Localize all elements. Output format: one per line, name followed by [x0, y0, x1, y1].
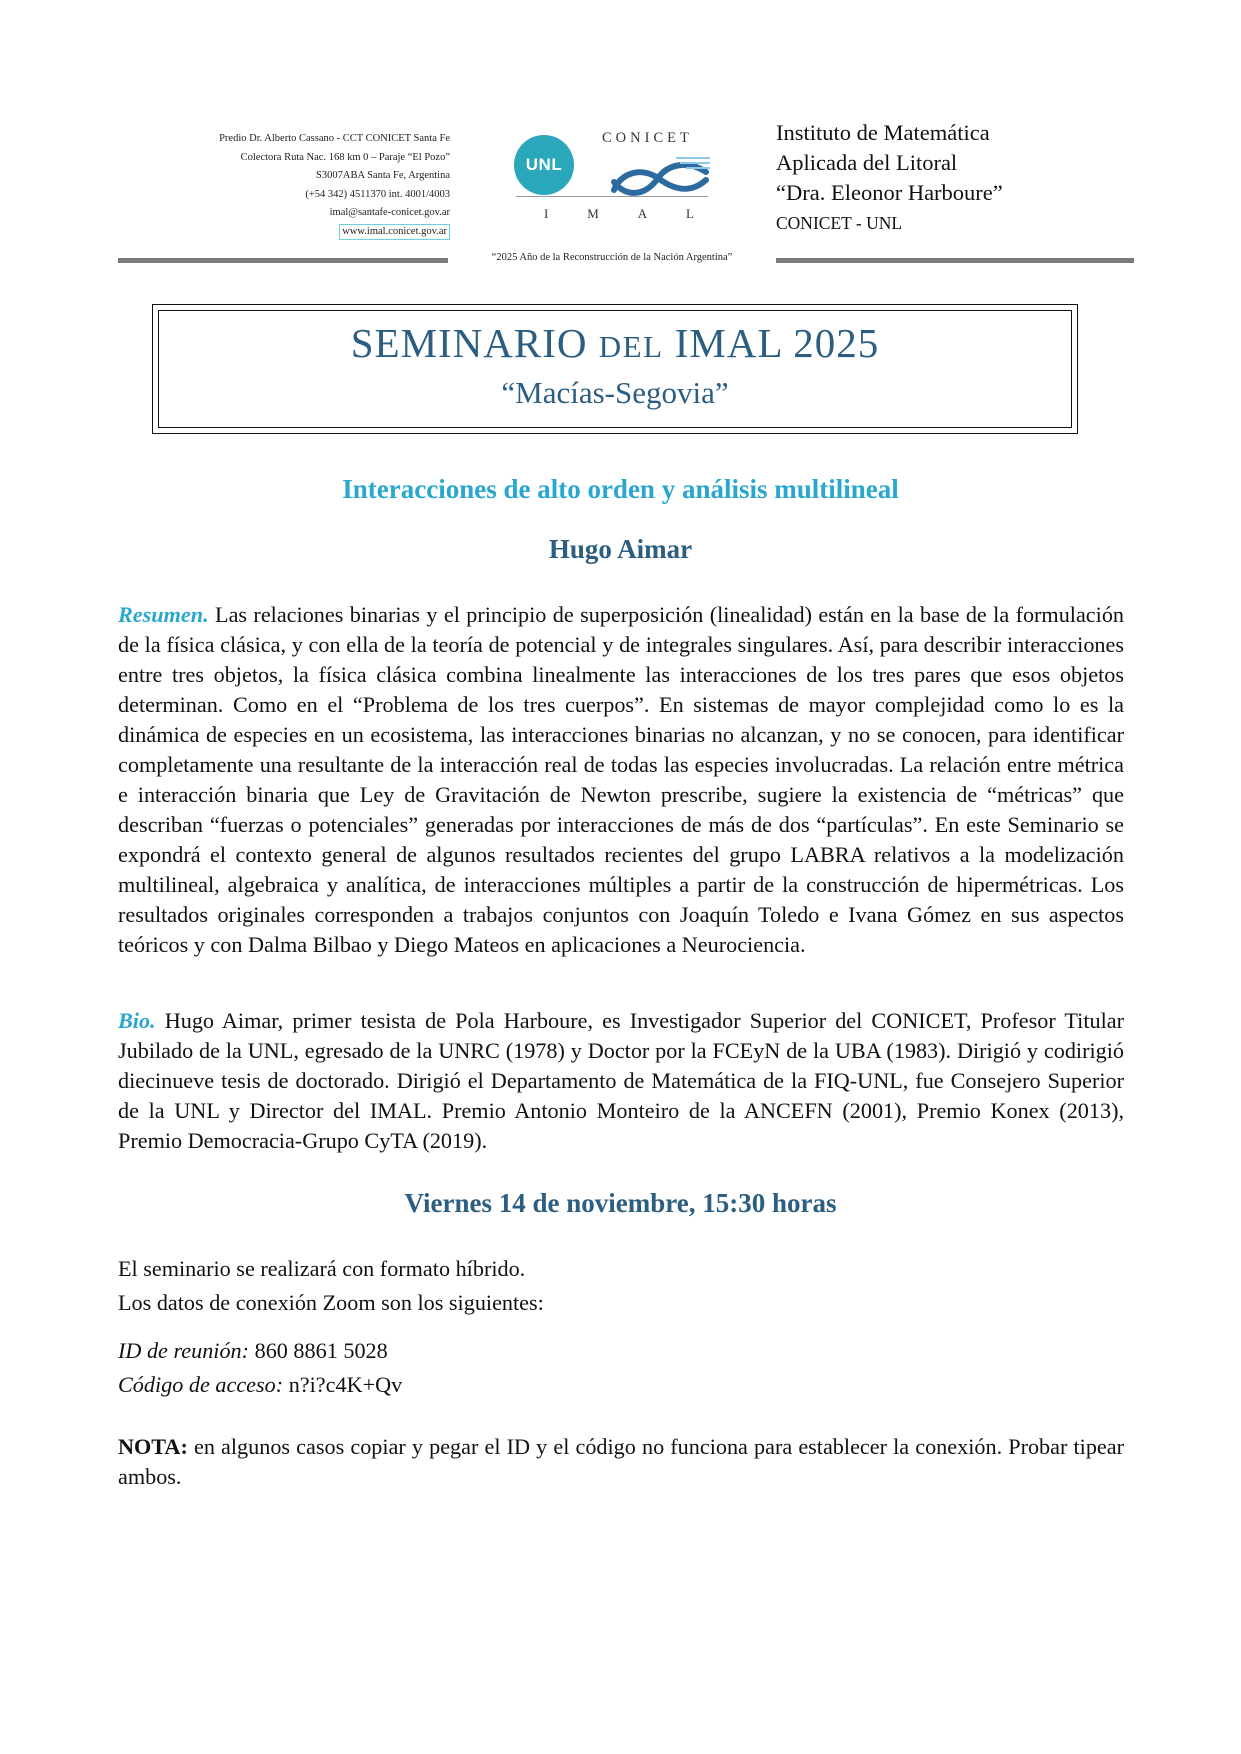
header-rule-right: [776, 258, 1134, 263]
abstract-text: Las relaciones binarias y el principio de superposición (linealidad) están en la base de la formulación de la física clásica, y con ella de la teoría de potencial y de integrales singulares. Así, para describir interacciones entre tres objetos, la física clásica combina linealmente las interacciones de los tres pares que esos objetos determinan. Como en el “Problema de los tres cuerpos”. En sistemas de mayor complejidad como lo es la dinámica de especies en un ecosistema, las interacciones binarias no alcanzan, y no se conocen, para identificar completamente una resultante de la interacción real de todas las especies involucradas. La relación entre métrica e interacción binaria que Ley de Gravitación de Newton prescribe, sugiere la existencia de “métricas” que describan “fuerzas o potenciales” generadas por interacciones de más de dos “partículas”. En este Seminario se expondrá el contexto general de algunos resultados recientes del grupo LABRA relativos a la modelización multilineal, algebraica y analítica, de interacciones múltiples a partir de la construcción de hipermétricas. Los resultados originales corresponden a trabajos conjuntos con Joaquín Toledo e Ivana Gómez en sus aspectos teóricos y con Dalma Bilbao y Diego Mateos en aplicaciones a Neurociencia.: [118, 602, 1125, 957]
logo-group: [508, 116, 708, 236]
institute-name-block: [776, 118, 1003, 238]
seminar-title: [153, 319, 1077, 367]
phone-line: (+54 342) 4511370 int. 4001/4003: [305, 188, 450, 200]
institute-line: Aplicada del Litoral: [776, 150, 958, 175]
address-block: [150, 130, 450, 242]
bio-paragraph: [118, 1006, 1124, 1156]
institute-line: “Dra. Eleonor Harboure”: [776, 180, 1003, 205]
passcode-value: n?i?c4K+Qv: [288, 1372, 403, 1397]
imal-divider: [516, 196, 708, 197]
address-line: Predio Dr. Alberto Cassano - CCT CONICET Santa Fe: [219, 133, 450, 144]
imal-letter: M: [587, 206, 599, 221]
institute-affiliation: CONICET - UNL: [776, 213, 903, 233]
abstract-paragraph: [118, 600, 1124, 960]
seminar-title-word: SEMINARIO: [350, 320, 588, 366]
meeting-id-line: [118, 1336, 388, 1366]
bio-text: Hugo Aimar, primer tesista de Pola Harboure, es Investigador Superior del CONICET, Profesor Titular Jubilado de la UNL, egresado de la UNRC (1978) y Doctor por la FCEyN de la UBA (1983). Dirigió y codirigió diecinueve tesis de doctorado. Dirigió el Departamento de Matemática de la FIQ-UNL, fue Consejero Superior de la UNL y Director del IMAL. Premio Antonio Monteiro de la ANCEFN (2001), Premio Konex (2013), Premio Democracia-Grupo CyTA (2019).: [118, 1008, 1125, 1153]
note-paragraph: [118, 1432, 1124, 1492]
talk-title: Interacciones de alto orden y análisis multilineal: [342, 474, 899, 504]
address-line: S3007ABA Santa Fe, Argentina: [316, 170, 450, 182]
note-label: NOTA:: [118, 1434, 188, 1459]
passcode-line: [118, 1370, 402, 1400]
seminar-title-word: IMAL 2025: [674, 320, 880, 366]
address-line: Colectora Ruta Nac. 168 km 0 – Paraje “El Pozo”: [240, 151, 450, 163]
unl-logo: UNL: [514, 135, 574, 195]
imal-letter: I: [544, 206, 549, 221]
imal-logo-text: [544, 206, 694, 222]
seminar-title-box: [152, 304, 1078, 434]
header-rule-left: [118, 258, 448, 263]
motto-text: “2025 Año de la Reconstrucción de la Nación Argentina”: [491, 252, 733, 263]
speaker-name: Hugo Aimar: [548, 534, 693, 564]
institute-line: Instituto de Matemática: [776, 120, 990, 145]
abstract-label: Resumen.: [118, 602, 209, 627]
bio-label: Bio.: [118, 1008, 156, 1033]
imal-letter: A: [637, 206, 648, 221]
passcode-label: Código de acceso:: [118, 1372, 284, 1397]
imal-letter: L: [686, 206, 694, 221]
zoom-intro-line: Los datos de conexión Zoom son los siguientes:: [118, 1290, 544, 1315]
seminar-title-word: DEL: [598, 329, 664, 364]
conicet-logo-text: CONICET: [602, 130, 693, 146]
event-date: Viernes 14 de noviembre, 15:30 horas: [404, 1188, 837, 1218]
meeting-id-value: 860 8861 5028: [254, 1338, 388, 1363]
website-link[interactable]: www.imal.conicet.gov.ar: [339, 224, 450, 240]
note-text: en algunos casos copiar y pegar el ID y el código no funciona para establecer la conexión. Probar tipear ambos.: [118, 1434, 1125, 1489]
format-line: El seminario se realizará con formato híbrido.: [118, 1256, 526, 1281]
email-line: imal@santafe-conicet.gov.ar: [329, 207, 450, 219]
seminar-subtitle: “Macías-Segovia”: [501, 375, 729, 410]
meeting-id-label: ID de reunión:: [118, 1338, 250, 1363]
conicet-infinity-logo-icon: [606, 152, 714, 202]
